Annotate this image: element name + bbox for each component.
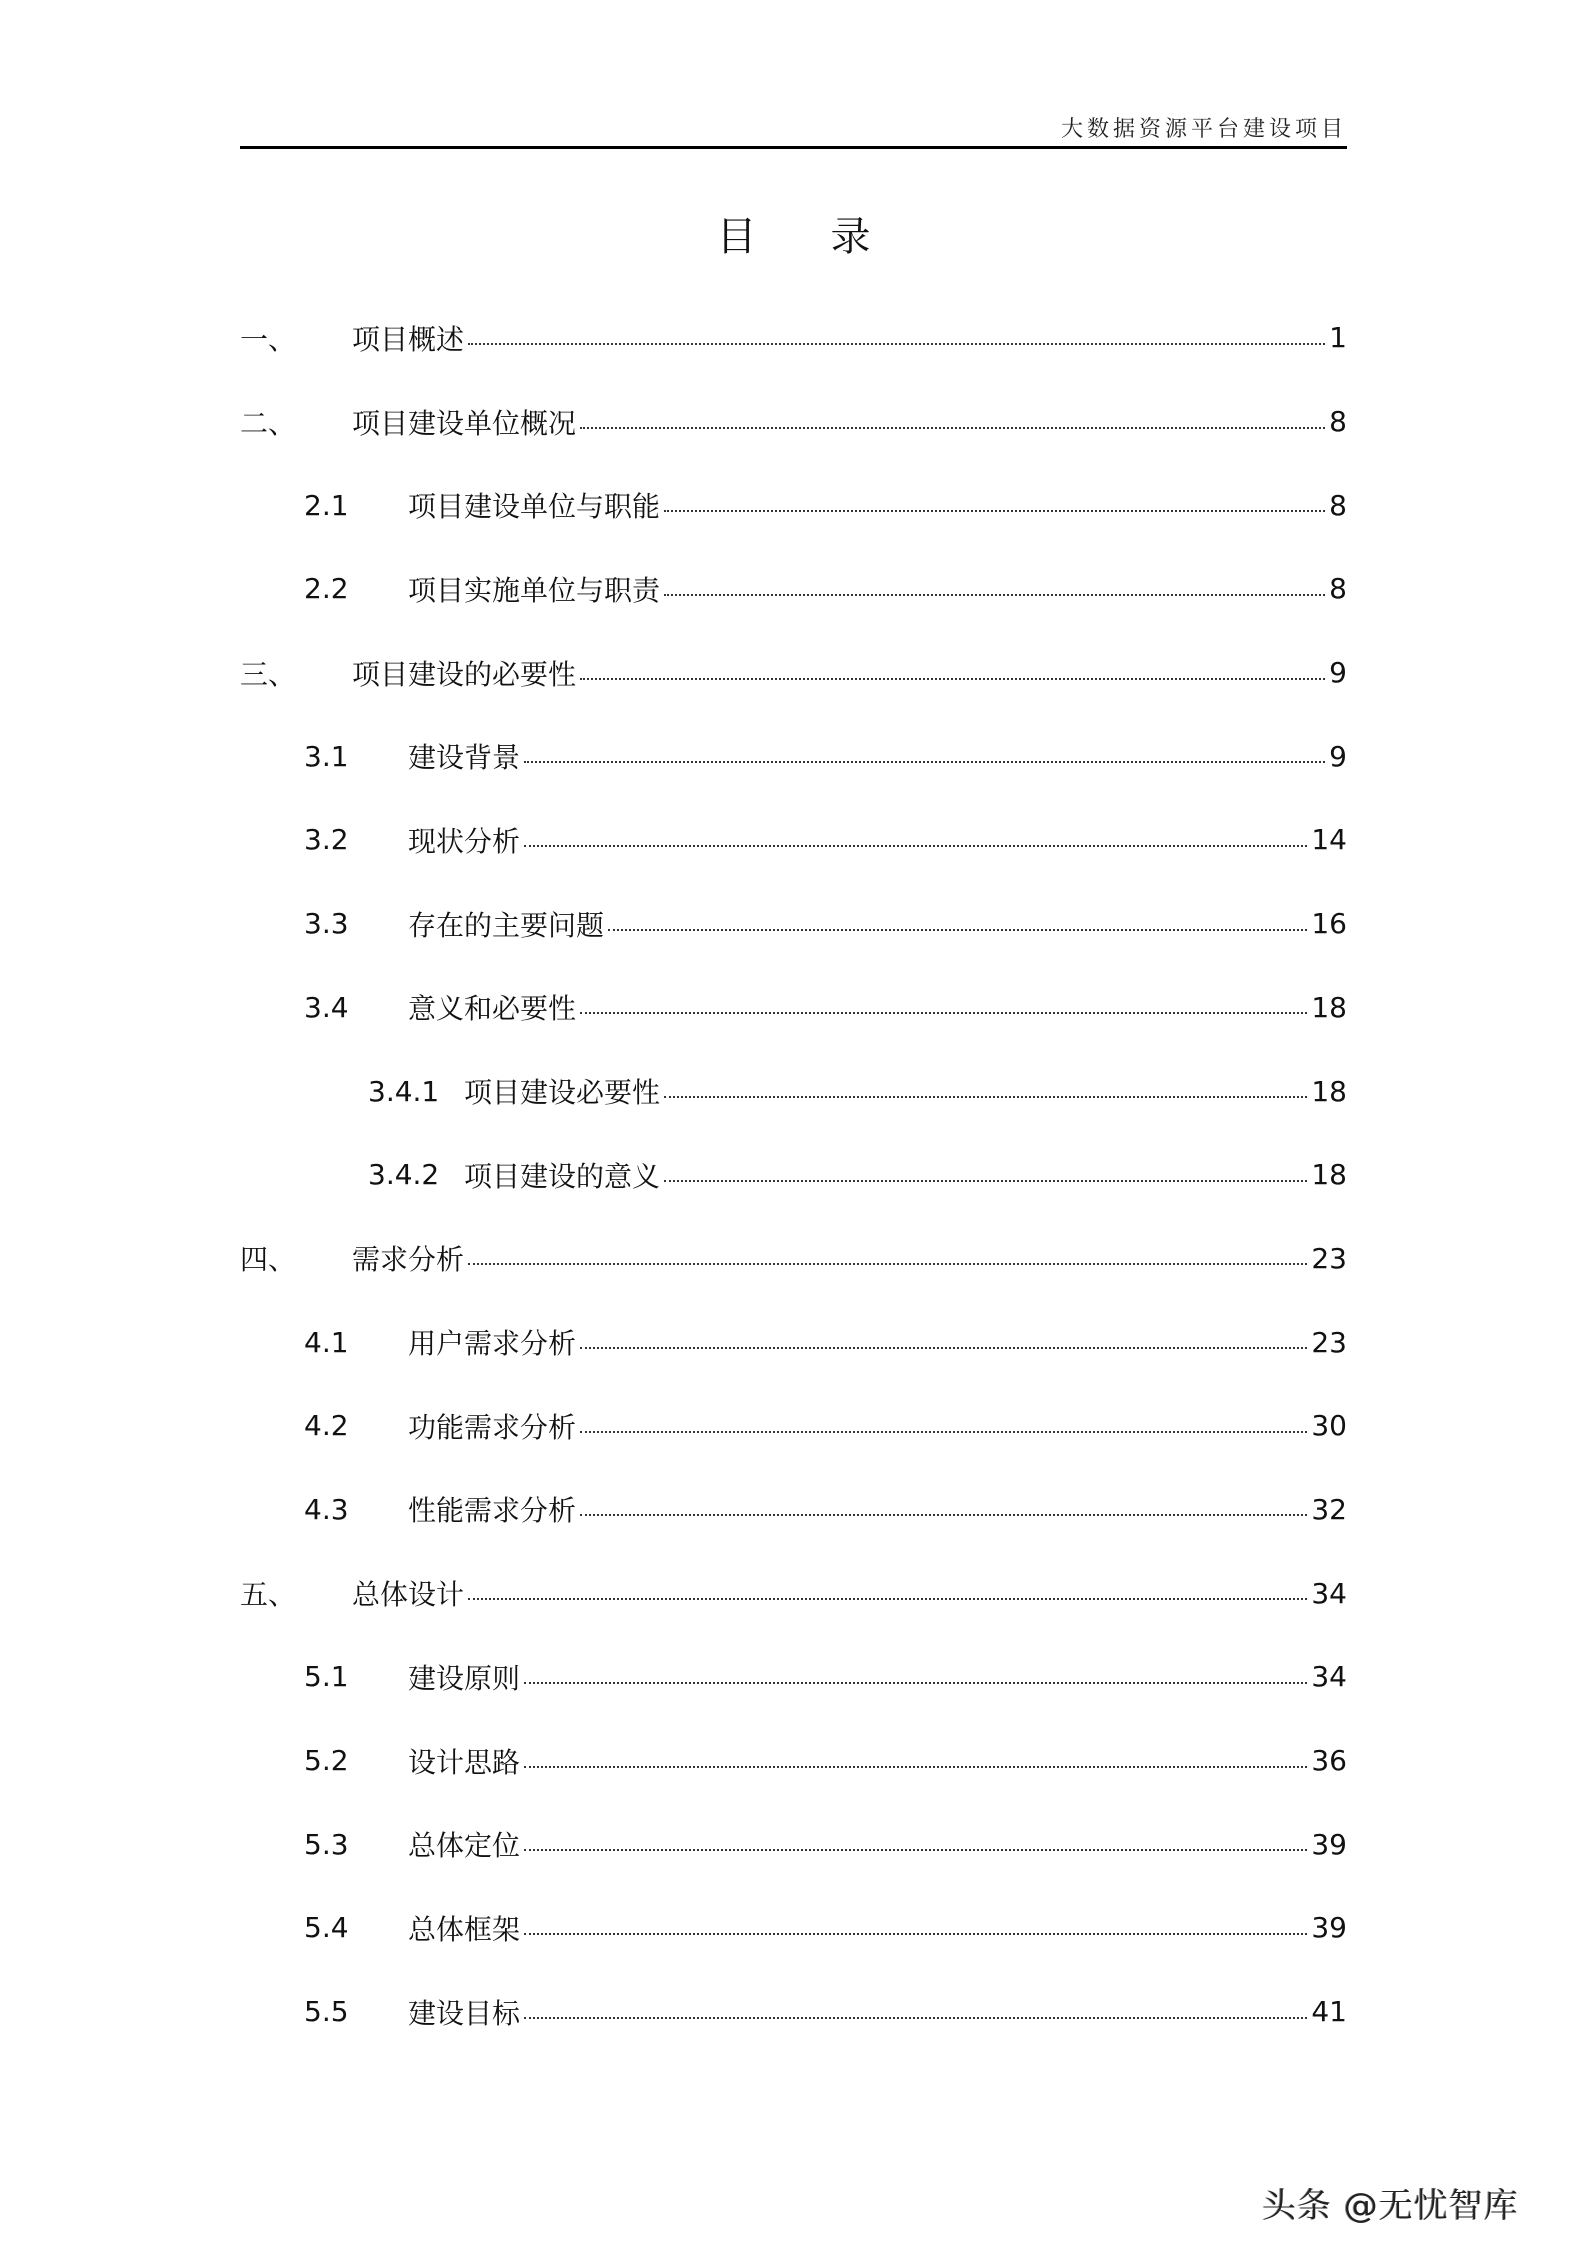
toc-entry-number: 四、 xyxy=(240,1243,297,1277)
dot-leader xyxy=(608,929,1307,931)
toc-entry-number: 3.1 xyxy=(304,739,349,773)
dot-leader xyxy=(524,845,1307,847)
toc-entry-number: 五、 xyxy=(240,1578,297,1612)
toc-entry-number: 4.2 xyxy=(304,1409,349,1443)
toc-entry[interactable] xyxy=(240,1049,1347,1133)
toc-entry[interactable] xyxy=(240,1719,1347,1803)
toc-entry[interactable] xyxy=(240,1384,1347,1468)
toc-entry-number: 3.4.1 xyxy=(368,1074,440,1108)
dot-leader xyxy=(664,1180,1307,1182)
toc-entry-page[interactable]: 16 xyxy=(1311,907,1347,941)
toc-entry-page[interactable]: 18 xyxy=(1311,1074,1347,1108)
toc-entry-page[interactable]: 1 xyxy=(1329,321,1347,355)
toc-entry-page[interactable]: 32 xyxy=(1311,1492,1347,1526)
toc-entry-number: 3.3 xyxy=(304,907,349,941)
watermark: 头条 @无忧智库 xyxy=(1262,2186,1519,2226)
toc-entry[interactable] xyxy=(240,380,1347,464)
toc-entry-label[interactable]: 需求分析 xyxy=(352,1243,465,1277)
dot-leader xyxy=(468,1263,1307,1265)
toc-title-char: 目 xyxy=(716,214,757,260)
table-of-contents xyxy=(240,296,1347,2053)
toc-title-char: 录 xyxy=(830,214,871,260)
toc-entry[interactable] xyxy=(240,882,1347,966)
dot-leader xyxy=(524,761,1325,763)
dot-leader xyxy=(580,1012,1307,1014)
toc-entry[interactable] xyxy=(240,296,1347,380)
toc-entry-number: 4.1 xyxy=(304,1325,349,1359)
toc-entry-label[interactable]: 现状分析 xyxy=(408,824,521,858)
dot-leader xyxy=(580,678,1325,680)
toc-entry-label[interactable]: 总体框架 xyxy=(408,1912,521,1946)
toc-entry-page[interactable]: 39 xyxy=(1311,1827,1347,1861)
toc-entry[interactable] xyxy=(240,1468,1347,1552)
dot-leader xyxy=(468,1598,1307,1600)
toc-entry-page[interactable]: 34 xyxy=(1311,1660,1347,1694)
toc-entry[interactable] xyxy=(240,966,1347,1050)
toc-entry-page[interactable]: 41 xyxy=(1311,1995,1347,2029)
toc-entry-label[interactable]: 意义和必要性 xyxy=(408,992,577,1026)
dot-leader xyxy=(524,2017,1307,2019)
toc-entry-label[interactable]: 建设背景 xyxy=(408,741,521,775)
toc-entry-number: 5.4 xyxy=(304,1911,349,1945)
toc-entry-page[interactable]: 9 xyxy=(1329,656,1347,690)
toc-entry-label[interactable]: 项目建设单位与职能 xyxy=(408,490,661,524)
toc-entry-number: 三、 xyxy=(240,657,297,691)
toc-entry-page[interactable]: 14 xyxy=(1311,823,1347,857)
dot-leader xyxy=(524,1849,1307,1851)
toc-entry-number: 2.1 xyxy=(304,488,349,522)
toc-entry-label[interactable]: 存在的主要问题 xyxy=(408,908,605,942)
dot-leader xyxy=(664,594,1325,596)
toc-entry-number: 5.2 xyxy=(304,1744,349,1778)
toc-entry[interactable] xyxy=(240,1635,1347,1719)
toc-entry-label[interactable]: 总体设计 xyxy=(352,1578,465,1612)
toc-title xyxy=(0,205,1587,262)
toc-entry-number: 二、 xyxy=(240,406,297,440)
toc-entry-number: 5.3 xyxy=(304,1827,349,1861)
toc-entry-page[interactable]: 8 xyxy=(1329,488,1347,522)
toc-entry-page[interactable]: 9 xyxy=(1329,739,1347,773)
toc-entry-number: 3.2 xyxy=(304,823,349,857)
toc-entry-number: 2.2 xyxy=(304,572,349,606)
toc-entry[interactable] xyxy=(240,1886,1347,1970)
toc-entry-number: 4.3 xyxy=(304,1492,349,1526)
toc-entry-page[interactable]: 36 xyxy=(1311,1744,1347,1778)
dot-leader xyxy=(468,343,1325,345)
toc-entry-page[interactable]: 18 xyxy=(1311,1158,1347,1192)
toc-entry-label[interactable]: 项目概述 xyxy=(352,322,465,356)
toc-entry-label[interactable]: 建设原则 xyxy=(408,1661,521,1695)
header-divider xyxy=(240,146,1347,149)
toc-entry-page[interactable]: 34 xyxy=(1311,1576,1347,1610)
toc-entry-label[interactable]: 项目建设必要性 xyxy=(464,1076,661,1110)
toc-entry-label[interactable]: 项目实施单位与职责 xyxy=(408,573,661,607)
dot-leader xyxy=(524,1933,1307,1935)
toc-entry-label[interactable]: 项目建设的必要性 xyxy=(352,657,577,691)
dot-leader xyxy=(580,1347,1307,1349)
dot-leader xyxy=(580,1431,1307,1433)
toc-entry[interactable] xyxy=(240,1133,1347,1217)
dot-leader xyxy=(524,1682,1307,1684)
toc-entry-number: 3.4.2 xyxy=(368,1158,440,1192)
toc-entry-label[interactable]: 项目建设的意义 xyxy=(464,1159,661,1193)
dot-leader xyxy=(664,510,1325,512)
dot-leader xyxy=(664,1096,1307,1098)
toc-entry[interactable] xyxy=(240,1551,1347,1635)
dot-leader xyxy=(524,1766,1307,1768)
toc-entry-page[interactable]: 8 xyxy=(1329,405,1347,439)
dot-leader xyxy=(580,427,1325,429)
document-header-title: 大数据资源平台建设项目 xyxy=(1060,117,1347,142)
toc-entry-label[interactable]: 设计思路 xyxy=(408,1745,521,1779)
toc-entry-label[interactable]: 用户需求分析 xyxy=(408,1327,577,1361)
toc-entry-page[interactable]: 8 xyxy=(1329,572,1347,606)
toc-entry[interactable] xyxy=(240,547,1347,631)
toc-entry[interactable] xyxy=(240,1300,1347,1384)
toc-entry-page[interactable]: 23 xyxy=(1311,1241,1347,1275)
toc-entry-number: 5.1 xyxy=(304,1660,349,1694)
toc-entry-page[interactable]: 23 xyxy=(1311,1325,1347,1359)
toc-entry[interactable] xyxy=(240,798,1347,882)
toc-entry[interactable] xyxy=(240,463,1347,547)
toc-entry[interactable] xyxy=(240,1217,1347,1301)
toc-entry-label[interactable]: 项目建设单位概况 xyxy=(352,406,577,440)
toc-entry-number: 3.4 xyxy=(304,990,349,1024)
toc-entry-number: 一、 xyxy=(240,322,297,356)
toc-entry-page[interactable]: 39 xyxy=(1311,1911,1347,1945)
toc-entry-page[interactable]: 18 xyxy=(1311,990,1347,1024)
toc-entry[interactable] xyxy=(240,714,1347,798)
toc-entry-label[interactable]: 建设目标 xyxy=(408,1996,521,2030)
toc-entry[interactable] xyxy=(240,1802,1347,1886)
dot-leader xyxy=(580,1514,1307,1516)
toc-entry-label[interactable]: 性能需求分析 xyxy=(408,1494,577,1528)
toc-entry-page[interactable]: 30 xyxy=(1311,1409,1347,1443)
toc-entry[interactable] xyxy=(240,1970,1347,2054)
toc-entry[interactable] xyxy=(240,631,1347,715)
toc-entry-number: 5.5 xyxy=(304,1995,349,2029)
toc-entry-label[interactable]: 功能需求分析 xyxy=(408,1410,577,1444)
toc-entry-label[interactable]: 总体定位 xyxy=(408,1829,521,1863)
